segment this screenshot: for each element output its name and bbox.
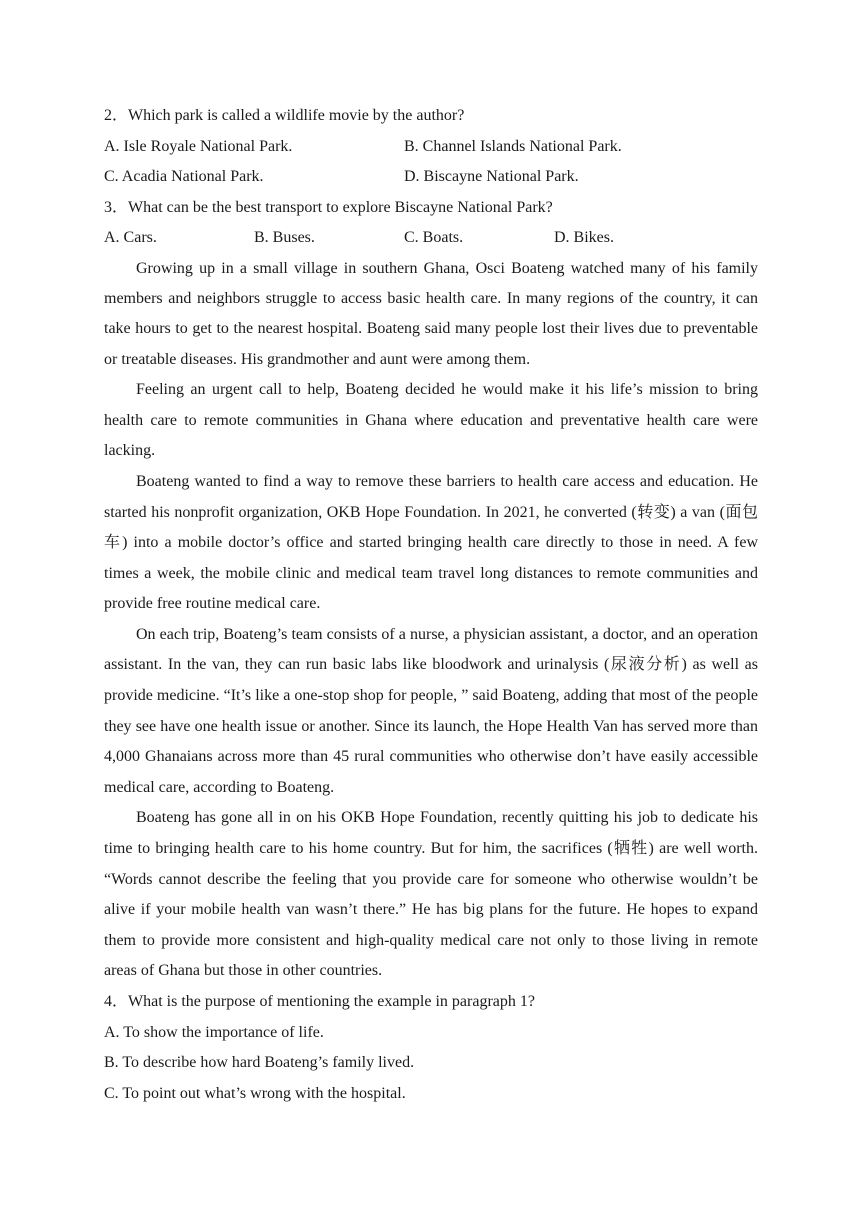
question-3-option-d: D. Bikes. (554, 229, 614, 246)
question-3-option-a: A. Cars. (104, 229, 157, 246)
question-2-options-row-2 (104, 162, 758, 193)
passage-paragraph-1: Growing up in a small village in southern Ghana, Osci Boateng watched many of his family members and neighbors struggle to access basic health care. In many regions of the country, it can take hours to get to the nearest hospital. Boateng said many people lost their lives due to preventable or treatable diseases. His grandmother and aunt were among them. (104, 259, 758, 368)
question-4-option-a: A. To show the importance of life. (104, 1023, 324, 1041)
passage-paragraph-3: Boateng wanted to find a way to remove these barriers to health care access and education. He started his nonprofit organization, OKB Hope Foundation. In 2021, he converted (转变) a van (面包车) into a mobile doctor’s office and started bringing health care directly to those in need. A few times a week, the mobile clinic and medical team travel long distances to remote communities and provide free routine medical care. (104, 472, 758, 613)
question-2-option-d: D. Biscayne National Park. (404, 168, 579, 185)
question-2-options-row-1 (104, 132, 758, 163)
question-2-option-c: C. Acadia National Park. (104, 168, 264, 185)
question-2-stem: 2．Which park is called a wildlife movie by the author? (104, 107, 465, 124)
question-2-option-a: A. Isle Royale National Park. (104, 137, 293, 155)
exam-page (104, 101, 758, 1109)
question-4-option-b: B. To describe how hard Boateng’s family lived. (104, 1054, 415, 1071)
passage-paragraph-4: On each trip, Boateng’s team consists of a nurse, a physician assistant, a doctor, and an operation assistant. In the van, they can run basic labs like bloodwork and urinalysis (尿液分析) as well as provide medicine. “It’s like a one-stop shop for people, ” said Boateng, adding that most of the people they see have one health issue or another. Since its launch, the Hope Health Van has served more than 4,000 Ghanaians across more than 45 rural communities who otherwise don’t have easily accessible medical care, according to Boateng. (104, 625, 758, 796)
question-3-stem: 3．What can be the best transport to explore Biscayne National Park? (104, 198, 553, 216)
question-4-stem: 4．What is the purpose of mentioning the example in paragraph 1? (104, 993, 535, 1010)
question-3-option-b: B. Buses. (254, 229, 315, 246)
passage-paragraph-5: Boateng has gone all in on his OKB Hope Foundation, recently quitting his job to dedicate his time to bringing health care to his home country. But for him, the sacrifices (牺牲) are well worth. “Words cannot describe the feeling that you provide care for someone who otherwise wouldn’t be alive if your mobile health van wasn’t there.” He has big plans for the future. He hopes to expand them to provide more consistent and high-quality medical care not only to those living in remote areas of Ghana but those in other countries. (104, 809, 758, 980)
question-3-option-c: C. Boats. (404, 229, 464, 246)
passage-paragraph-2: Feeling an urgent call to help, Boateng decided he would make it his life’s mission to bring health care to remote communities in Ghana where education and preventative health care were lacking. (104, 381, 758, 460)
question-2-option-b: B. Channel Islands National Park. (404, 137, 622, 155)
question-4-option-c: C. To point out what’s wrong with the hospital. (104, 1084, 406, 1102)
question-3-options-row (104, 223, 758, 254)
